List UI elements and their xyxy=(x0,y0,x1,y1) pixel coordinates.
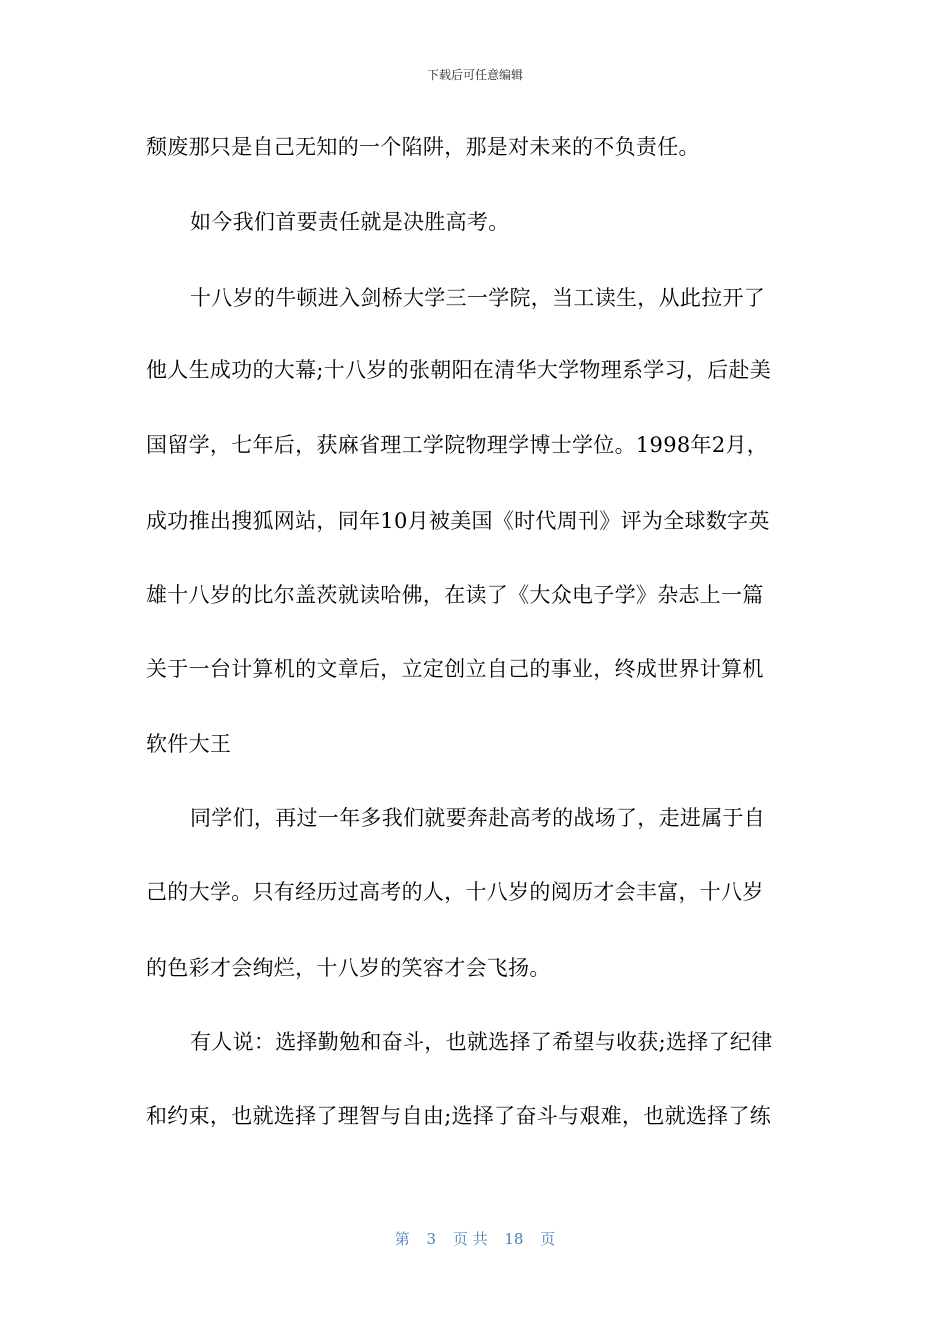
text-line: 雄十八岁的比尔盖茨就读哈佛，在读了《大众电子学》杂志上一篇 xyxy=(146,583,764,607)
text-line: 他人生成功的大幕;十八岁的张朝阳在清华大学物理系学习，后赴美 xyxy=(146,358,772,382)
footer-middle: 页 共 xyxy=(452,1230,488,1248)
paragraph-first-line: 十八岁的牛顿进入剑桥大学三一学院，当工读生，从此拉开了 xyxy=(190,286,766,310)
text-line: 和约束，也就选择了理智与自由;选择了奋斗与艰难，也就选择了练 xyxy=(146,1104,772,1128)
paragraph-first-line: 有人说：选择勤勉和奋斗，也就选择了希望与收获;选择了纪律 xyxy=(190,1030,773,1054)
current-page-number: 3 xyxy=(426,1230,437,1248)
text-line: 颓废那只是自己无知的一个陷阱，那是对未来的不负责任。 xyxy=(146,135,700,159)
page-footer xyxy=(0,1228,950,1249)
text-line: 的色彩才会绚烂，十八岁的笑容才会飞扬。 xyxy=(146,956,551,980)
text-line: 己的大学。只有经历过高考的人，十八岁的阅历才会丰富，十八岁 xyxy=(146,880,764,904)
page-header: 下载后可任意编辑 xyxy=(426,68,523,82)
total-page-count: 18 xyxy=(504,1230,524,1248)
footer-prefix: 第 xyxy=(394,1230,410,1248)
text-line: 国留学，七年后，获麻省理工学院物理学博士学位。1998年2月， xyxy=(146,433,769,457)
footer-suffix: 页 xyxy=(540,1230,556,1248)
paragraph-first-line: 如今我们首要责任就是决胜高考。 xyxy=(190,210,510,234)
text-line: 软件大王 xyxy=(146,732,232,756)
text-line: 关于一台计算机的文章后，立定创立自己的事业，终成世界计算机 xyxy=(146,657,764,681)
paragraph-first-line: 同学们，再过一年多我们就要奔赴高考的战场了，走进属于自 xyxy=(190,806,766,830)
text-line: 成功推出搜狐网站，同年10月被美国《时代周刊》评为全球数字英 xyxy=(146,509,770,533)
